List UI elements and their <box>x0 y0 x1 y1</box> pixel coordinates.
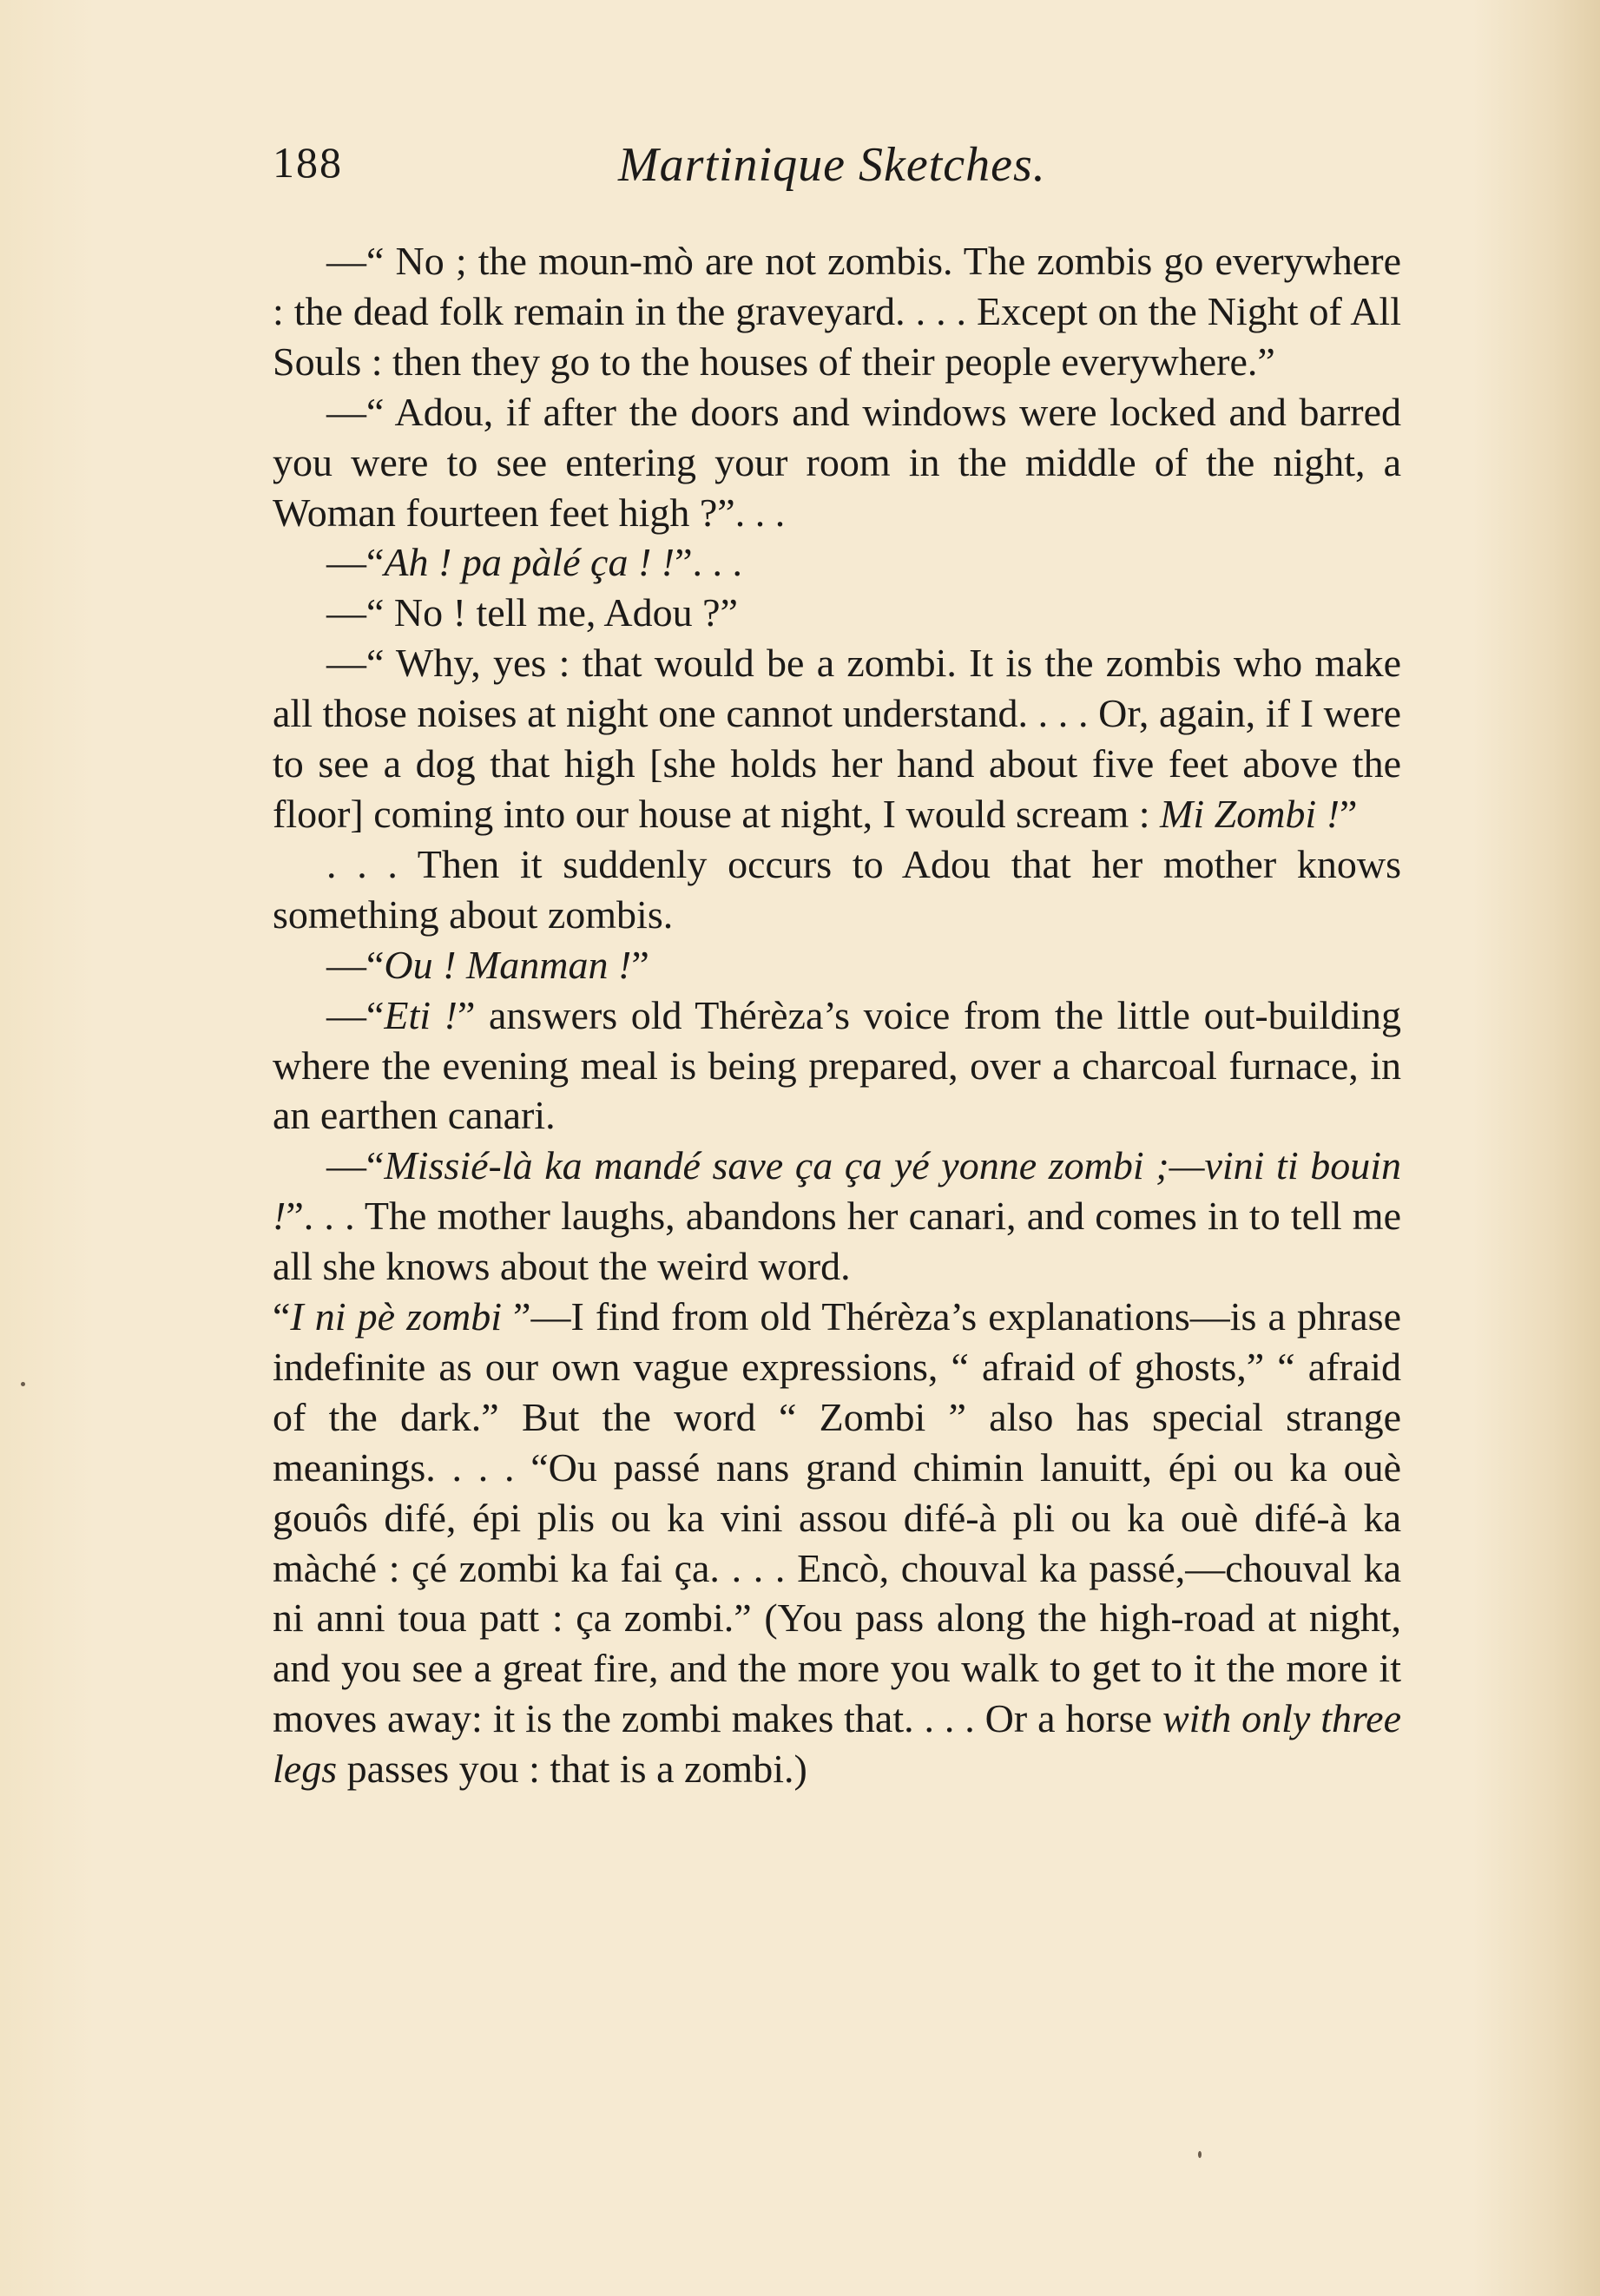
text-run: —“ <box>326 540 385 585</box>
paragraph <box>273 839 1401 940</box>
text-run: —“ Why, yes : that would be a zombi. It is the zombis who make all those noises at night one cannot understand. . . . Or, again, if I were to see a dog that high [she holds her hand about five feet above the floor] coming into our house at night, I would scream : <box>273 641 1401 836</box>
text-run: —“ <box>326 942 385 987</box>
paragraph <box>273 537 1401 588</box>
text-run: —“ No ! tell me, Adou ?” <box>326 590 738 635</box>
text-run: ” answers old Thérèza’s voice from the little out-building where the evening meal is being prepared, over a charcoal furnace, in an earthen canari. <box>273 992 1402 1138</box>
italic-text: Eti ! <box>384 992 458 1037</box>
text-run: —“ <box>326 1143 385 1188</box>
paragraph <box>273 1141 1401 1292</box>
paragraph <box>273 940 1401 990</box>
paragraph <box>273 236 1401 387</box>
paragraph <box>273 387 1401 538</box>
text-run: . . . Then it suddenly occurs to Adou that her mother knows something about zombis. <box>273 841 1401 937</box>
italic-text: with only three legs <box>273 1696 1402 1792</box>
text-run: ”. . . The mother laughs, abandons her canari, and comes in to tell me all she knows about the weird word. <box>273 1194 1401 1289</box>
italic-text: Mi Zombi ! <box>1160 791 1340 836</box>
text-run: ” <box>631 942 649 987</box>
body-text <box>273 236 1401 1794</box>
text-run: —“ No ; the moun-mò are not zombis. The zombis go everywhere : the dead folk remain in the graveyard. . . . Except on the Night of All Souls : then they go to the houses of their people everywhere.” <box>273 239 1401 384</box>
text-run: “ <box>273 1294 291 1339</box>
text-run: ” <box>1340 791 1358 836</box>
text-run: —“ <box>326 992 385 1037</box>
running-title: Martinique Sketches. <box>618 138 1046 192</box>
page-header <box>273 137 1401 207</box>
text-run: —“ Adou, if after the doors and windows were locked and barred you were to see entering your room in the middle of the night, a Woman fourteen feet high ?”. . . <box>273 389 1401 535</box>
paper-speck <box>21 1382 25 1386</box>
paper-speck <box>1198 2151 1202 2158</box>
text-run: ”. . . <box>675 540 743 585</box>
text-run: ”—I find from old Thérèza’s explanations—is a phrase indefinite as our own vague expressions, “ afraid of ghosts,” “ afraid of the dark.” But the word “ Zombi ” also has special strange meanings. . . . “Ou passé nans grand chimin lanuitt, épi ou ka ouè gouôs difé, épi plis ou ka vini assou difé-à pli ou ka ouè difé-à ka màché : çé zombi ka fai ça. . . . Encò, chouval ka passé,—chouval ka ni anni toua patt : ça zombi.” (You pass along the high-road at night, and you see a great fire, and the more you walk to get to it the more it moves away: it is the zombi makes that. . . . Or a horse <box>273 1294 1401 1741</box>
italic-text: Ou ! Manman ! <box>384 942 632 987</box>
paragraph <box>273 638 1401 839</box>
paragraph <box>273 1292 1401 1794</box>
page-number: 188 <box>273 138 343 187</box>
text-run: passes you : that is a zombi.) <box>337 1747 807 1792</box>
italic-text: Ah ! pa pàlé ça ! ! <box>384 540 675 585</box>
paragraph <box>273 588 1401 638</box>
italic-text: Missié-là ka mandé save ça ça yé yonne zombi ;—vini ti bouin ! <box>273 1143 1401 1239</box>
italic-text: I ni pè zombi <box>290 1294 502 1339</box>
paragraph <box>273 990 1401 1141</box>
